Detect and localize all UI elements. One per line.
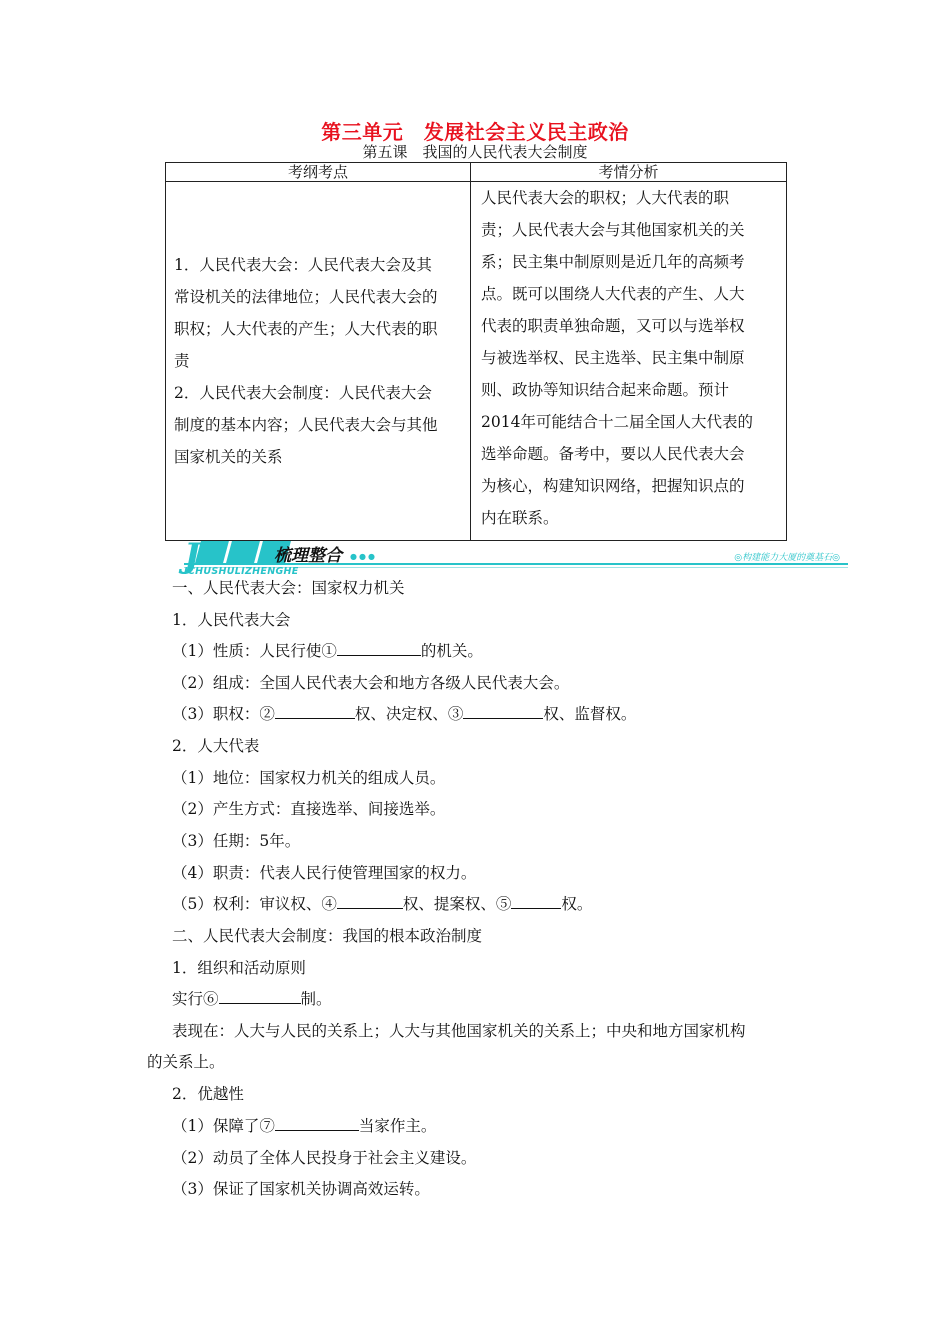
banner-slogan: ◎构建能力大厦的奠基石◎: [734, 553, 840, 563]
subsection-heading: 2．人大代表: [172, 737, 260, 755]
lesson-title: 第五课 我国的人民代表大会制度: [362, 143, 588, 161]
outline-line: 1．人民代表大会：人民代表大会及其: [174, 256, 432, 274]
outline-cell: [166, 182, 471, 541]
text-line: （2）动员了全体人民投身于社会主义建设。: [172, 1149, 477, 1167]
line-text: （3）职权：②: [172, 705, 275, 723]
analysis-line: 点。既可以围绕人大代表的产生、人大: [481, 285, 745, 303]
text-line: （2）组成：全国人民代表大会和地方各级人民代表大会。: [172, 674, 570, 692]
outline-line: 常设机关的法律地位；人民代表大会的: [174, 288, 438, 306]
outline-line: 国家机关的关系: [174, 448, 283, 466]
text-line: （3）任期：5年。: [172, 832, 301, 850]
analysis-cell: [471, 182, 787, 541]
table-header-analysis: 考情分析: [471, 163, 787, 182]
banner-letter: J: [184, 536, 201, 576]
outline-line: 职权；人大代表的产生；人大代表的职: [174, 320, 438, 338]
answer-blank[interactable]: [337, 640, 421, 656]
line-text: （1）保障了⑦: [172, 1117, 275, 1135]
analysis-line: 人民代表大会的职权；人大代表的职: [481, 189, 730, 207]
answer-blank[interactable]: [275, 1115, 359, 1131]
subsection-heading: 1．组织和活动原则: [172, 959, 306, 977]
analysis-line: 选举命题。备考中，要以人民代表大会: [481, 445, 745, 463]
text-line: （3）保证了国家机关协调高效运转。: [172, 1180, 430, 1198]
fill-blank-line: [172, 703, 636, 725]
line-text: 权。: [561, 895, 593, 913]
line-text: 权、决定权、③: [354, 705, 464, 723]
answer-blank[interactable]: [275, 703, 355, 719]
subsection-heading: 2．优越性: [172, 1085, 244, 1103]
line-text: 权、监督权。: [543, 705, 637, 723]
analysis-line: 责；人民代表大会与其他国家机关的关: [481, 221, 745, 239]
answer-blank[interactable]: [463, 703, 543, 719]
analysis-line: 则、政协等知识结合起来命题。预计: [481, 381, 730, 399]
line-text: 制。: [300, 990, 332, 1008]
section-heading: 一、人民代表大会：国家权力机关: [172, 579, 405, 597]
subsection-heading: 1．人民代表大会: [172, 611, 291, 629]
line-text: （1）性质：人民行使①: [172, 642, 337, 660]
line-text: 实行⑥: [172, 990, 219, 1008]
answer-blank[interactable]: [511, 893, 561, 909]
line-text: 权、提案权、⑤: [402, 895, 512, 913]
table-header-outline: 考纲考点: [166, 163, 471, 182]
text-line: （1）地位：国家权力机关的组成人员。: [172, 769, 446, 787]
line-text: 当家作主。: [358, 1117, 437, 1135]
text-line: （2）产生方式：直接选举、间接选举。: [172, 800, 446, 818]
analysis-line: 内在联系。: [481, 509, 559, 527]
section-heading: 二、人民代表大会制度：我国的根本政治制度: [172, 927, 483, 945]
line-text: （5）权利：审议权、④: [172, 895, 337, 913]
analysis-line: 代表的职责单独命题，又可以与选举权: [481, 317, 745, 335]
analysis-line: 与被选举权、民主选举、民主集中制原: [481, 349, 745, 367]
text-line: （4）职责：代表人民行使管理国家的权力。: [172, 864, 477, 882]
outline-line: 责: [174, 352, 190, 370]
outline-line: 制度的基本内容；人民代表大会与其他: [174, 416, 438, 434]
fill-blank-line: [172, 1115, 436, 1137]
analysis-line: 为核心，构建知识网络，把握知识点的: [481, 477, 745, 495]
banner-pinyin: ICHUSHULIZHENGHE: [184, 566, 299, 577]
line-text: 的机关。: [420, 642, 483, 660]
analysis-line: 2014年可能结合十二届全国人大代表的: [481, 413, 753, 431]
fill-blank-line: [172, 893, 592, 915]
analysis-line: 系；民主集中制原则是近几年的高频考: [481, 253, 745, 271]
text-line: 表现在：人大与人民的关系上；人大与其他国家机关的关系上；中央和地方国家机构: [172, 1022, 746, 1040]
text-line: 的关系上。: [147, 1053, 225, 1071]
unit-title: 第三单元 发展社会主义民主政治: [321, 120, 629, 144]
banner-dots: ●●●: [350, 552, 377, 561]
answer-blank[interactable]: [337, 893, 403, 909]
answer-blank[interactable]: [219, 988, 301, 1004]
outline-line: 2．人民代表大会制度：人民代表大会: [174, 384, 432, 402]
section-banner: [170, 536, 848, 580]
fill-blank-line: [172, 640, 483, 662]
exam-outline-table: [165, 162, 787, 541]
fill-blank-line: [172, 988, 332, 1010]
banner-heading: 梳理整合: [274, 546, 342, 566]
